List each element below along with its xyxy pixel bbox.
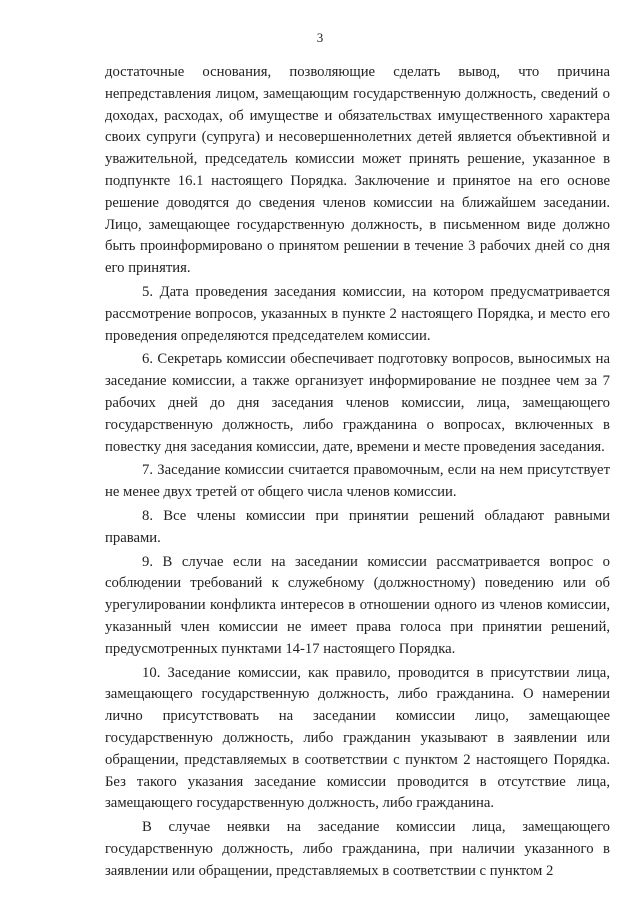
paragraph-item-8: 8. Все члены комиссии при принятии решений обладают равными правами. (105, 507, 610, 546)
paragraph-item-5: 5. Дата проведения заседания комиссии, на котором предусматривается рассмотрение вопросов, указанных в пункте 2 настоящего Порядка, и место его проведения определяются председателем комиссии. (105, 283, 610, 344)
paragraph-item-10: 10. Заседание комиссии, как правило, проводится в присутствии лица, замещающего государственную должность, либо гражданина. О намерении лично присутствовать на заседании комиссии лицо, замещающее государственную должность, либо гражданин указывают в заявлении или обращении, представляемых в соответствии с пунктом 2 настоящего Порядка. Без такого указания заседание комиссии проводится в отсутствие лица, замещающего государственную должность, либо гражданина. (105, 664, 610, 812)
paragraph-item-9: 9. В случае если на заседании комиссии рассматривается вопрос о соблюдении требований к служебному (должностному) поведению или об урегулировании конфликта интересов в отношении одного из членов комиссии, указанный член комиссии не имеет права голоса при принятии решений, предусмотренных пунктами 14-17 настоящего Порядка. (105, 553, 610, 657)
paragraph-item-7: 7. Заседание комиссии считается правомочным, если на нем присутствует не менее двух третей от общего числа членов комиссии. (105, 462, 610, 501)
paragraph-absence-case: В случае неявки на заседание комиссии лица, замещающего государственную должность, либо гражданина, при наличии указанного в заявлении или обращении, представляемых в соответствии с пунктом 2 (105, 819, 610, 879)
paragraph-item-6: 6. Секретарь комиссии обеспечивает подготовку вопросов, выносимых на заседание комиссии, а также организует информирование не позднее чем за 7 рабочих дней до дня заседания членов комиссии, лица, замещающего государственную должность, либо гражданина о вопросах, включенных в повестку дня заседания комиссии, дате, времени и месте проведения заседания. (105, 351, 610, 455)
paragraph-continuation: достаточные основания, позволяющие сделать вывод, что причина непредставления лицом, замещающим государственную должность, сведений о доходах, расходах, об имуществе и обязательствах имущественного характера своих супруги (супруга) и несовершеннолетних детей является объективной и уважительной, председатель комиссии может принять решение, указанное в подпункте 16.1 настоящего Порядка. Заключение и принятое на его основе решение доводятся до сведения членов комиссии на ближайшем заседании. Лицо, замещающее государственную должность, в письменном виде должно быть проинформировано о принятом решении в течение 3 рабочих дней со дня его принятия. (105, 64, 610, 277)
document-body (105, 62, 610, 882)
page-number: 3 (316, 30, 324, 45)
